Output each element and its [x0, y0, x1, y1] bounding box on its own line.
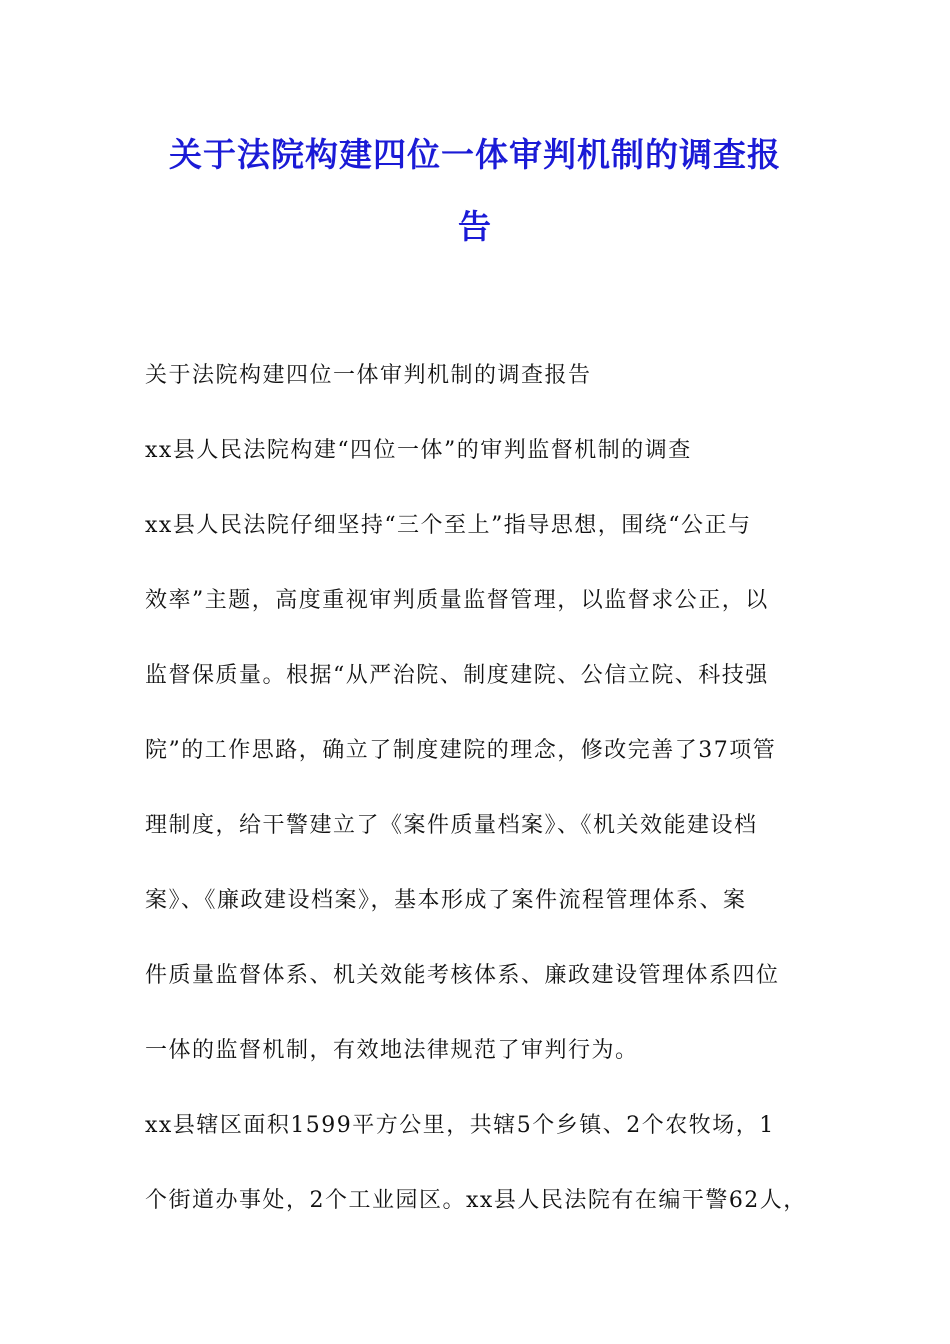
body-line-1: 关于法院构建四位一体审判机制的调查报告 [145, 363, 592, 388]
document-title-line-1: 关于法院构建四位一体审判机制的调查报 [169, 135, 781, 174]
body-line-4: 效率”主题，高度重视审判质量监督管理，以监督求公正，以 [145, 588, 769, 613]
body-line-12: 个街道办事处，2个工业园区。xx县人民法院有在编干警62人， [145, 1188, 807, 1213]
body-line-10: 一体的监督机制，有效地法律规范了审判行为。 [145, 1038, 639, 1063]
body-line-6: 院”的工作思路，确立了制度建院的理念，修改完善了37项管 [145, 738, 777, 763]
document-body [145, 338, 825, 1238]
body-line-8: 案》、《廉政建设档案》，基本形成了案件流程管理体系、案 [145, 888, 747, 913]
body-line-7: 理制度，给干警建立了《案件质量档案》、《机关效能建设档 [145, 813, 758, 838]
document-title-line-2: 告 [458, 207, 492, 246]
body-line-2: xx县人民法院构建“四位一体”的审判监督机制的调查 [145, 438, 692, 463]
body-line-5: 监督保质量。根据“从严治院、制度建院、公信立院、科技强 [145, 663, 769, 688]
body-line-3: xx县人民法院仔细坚持“三个至上”指导思想，围绕“公正与 [145, 513, 752, 538]
body-line-11: xx县辖区面积1599平方公里，共辖5个乡镇、2个农牧场，1 [145, 1113, 775, 1138]
body-line-9: 件质量监督体系、机关效能考核体系、廉政建设管理体系四位 [145, 963, 780, 988]
